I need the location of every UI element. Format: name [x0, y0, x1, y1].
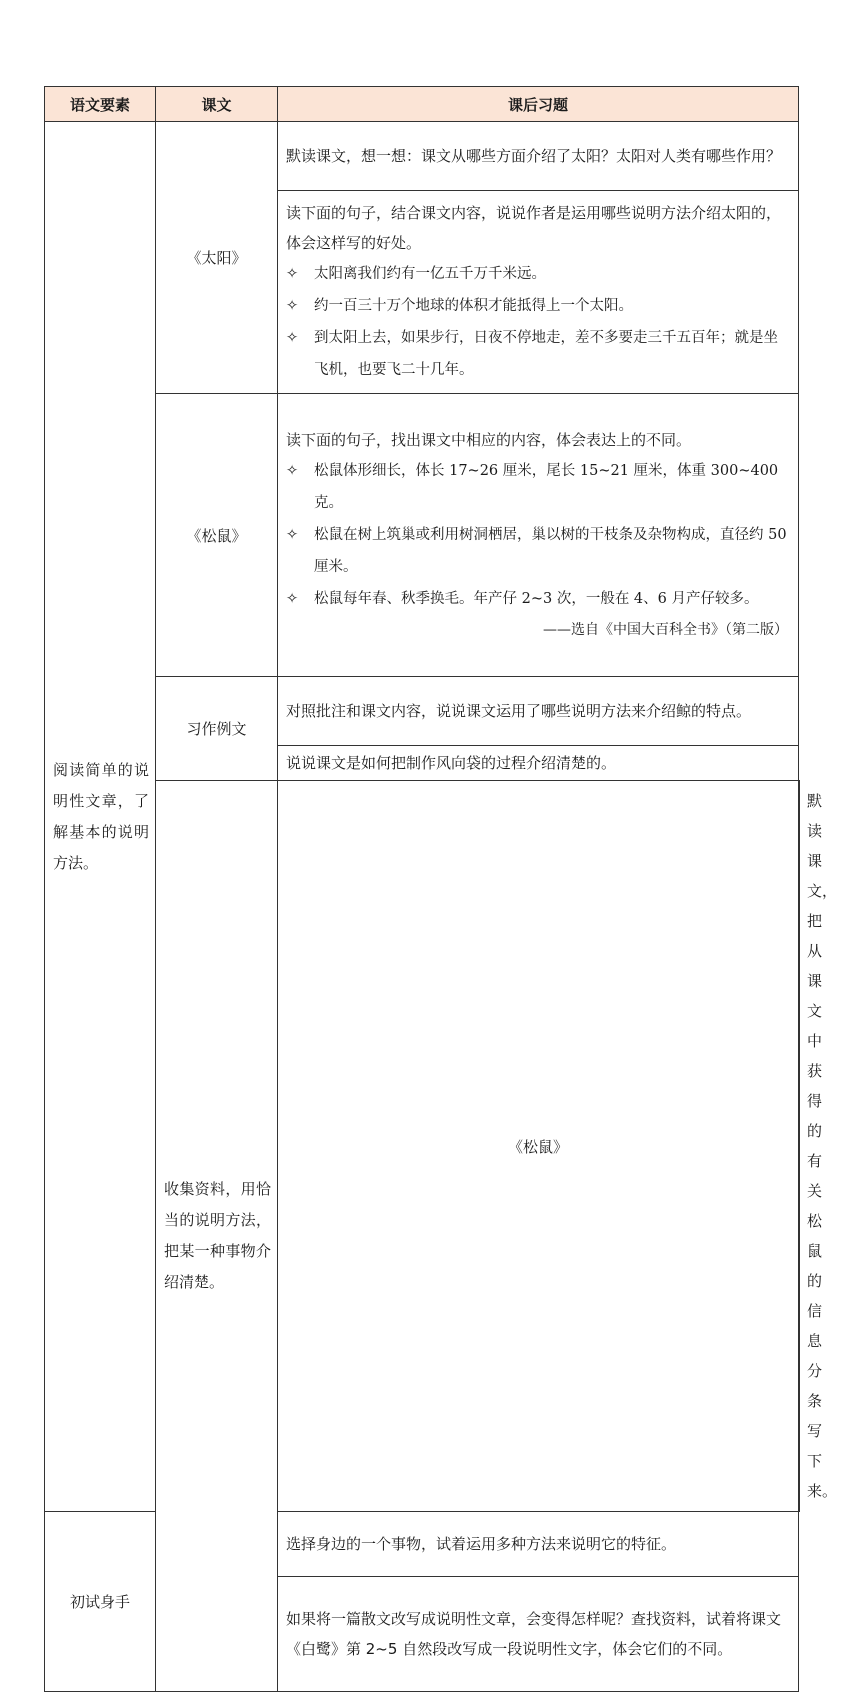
- bullet-item: [286, 455, 790, 519]
- bullet-item: [286, 258, 790, 290]
- text-cell-songshu-2: 《松鼠》: [278, 781, 799, 1512]
- header-text: 课文: [156, 87, 278, 122]
- exercise-cell: [278, 394, 799, 677]
- element-text: 阅读简单的说明性文章，了解基本的说明方法。: [53, 760, 149, 872]
- header-exercises: 课后习题: [278, 87, 799, 122]
- exercise-text: 默读课文，把从课文中获得的有关松鼠的信息分条写下来。: [807, 792, 838, 1500]
- exercise-text: 读下面的句子，结合课文内容，说说作者是运用哪些说明方法介绍太阳的，体会这样写的好处。: [286, 204, 782, 252]
- element-cell-1: [45, 122, 156, 1512]
- exercise-text: 如果将一篇散文改写成说明性文章，会变得怎样呢？查找资料，试着将课文《白鹭》第 2~5 自然段改写成一段说明性文字，体会它们的不同。: [286, 1610, 782, 1658]
- exercise-cell: [799, 781, 838, 1512]
- bullet-icon: ✧: [286, 591, 299, 607]
- text-cell-taiyang: 《太阳》: [156, 122, 278, 394]
- bullet-item: [286, 322, 790, 386]
- bullet-icon: ✧: [286, 266, 299, 282]
- bullet-text: 太阳离我们约有一亿五千万千米远。: [314, 266, 546, 282]
- bullet-text: 松鼠每年春、秋季换毛。年产仔 2~3 次，一般在 4、6 月产仔较多。: [314, 591, 759, 607]
- header-row: [45, 87, 800, 122]
- header-element: 语文要素: [45, 87, 156, 122]
- curriculum-table: [44, 86, 838, 1692]
- bullet-text: 约一百三十万个地球的体积才能抵得上一个太阳。: [314, 298, 633, 314]
- bullet-icon: ✧: [286, 298, 299, 314]
- exercise-text: 读下面的句子，找出课文中相应的内容，体会表达上的不同。: [286, 431, 692, 449]
- table-row: [45, 394, 800, 677]
- bullet-icon: ✧: [286, 527, 299, 543]
- text-cell-songshu: 《松鼠》: [156, 394, 278, 677]
- table-row: [45, 677, 800, 746]
- bullet-icon: ✧: [286, 463, 299, 479]
- exercise-cell: [278, 677, 799, 746]
- exercise-cell: [278, 1577, 799, 1692]
- element-text: 收集资料，用恰当的说明方法，把某一种事物介绍清楚。: [164, 1180, 271, 1291]
- bullet-text: 松鼠体形细长，体长 17~26 厘米，尾长 15~21 厘米，体重 300~400 克。: [314, 463, 779, 511]
- exercise-cell: [278, 191, 799, 394]
- exercise-text: 说说课文是如何把制作风向袋的过程介绍清楚的。: [286, 754, 617, 772]
- text-cell-xizuo: 习作例文: [156, 677, 278, 781]
- bullet-text: 到太阳上去，如果步行，日夜不停地走，差不多要走三千五百年；就是坐飞机，也要飞二十几年。: [314, 330, 778, 378]
- exercise-cell: [278, 746, 799, 781]
- text-cell-chushi: 初试身手: [45, 1512, 156, 1692]
- exercise-cell: [278, 1512, 799, 1577]
- exercise-text: 默读课文，想一想：课文从哪些方面介绍了太阳？太阳对人类有哪些作用？: [286, 147, 782, 165]
- bullet-item: [286, 290, 790, 322]
- table-row: [45, 122, 800, 191]
- exercise-text: 选择身边的一个事物，试着运用多种方法来说明它的特征。: [286, 1535, 677, 1553]
- bullet-text: 松鼠在树上筑巢或利用树洞栖居，巢以树的干枝条及杂物构成，直径约 50 厘米。: [314, 527, 787, 575]
- bullet-item: [286, 583, 790, 615]
- table-row: [45, 781, 800, 1512]
- exercise-cell: [278, 122, 799, 191]
- bullet-icon: ✧: [286, 330, 299, 346]
- bullet-item: [286, 519, 790, 583]
- exercise-text: 对照批注和课文内容，说说课文运用了哪些说明方法来介绍鲸的特点。: [286, 702, 752, 720]
- source-citation: ——选自《中国大百科全书》（第二版）: [543, 622, 788, 638]
- element-cell-2: [156, 781, 278, 1692]
